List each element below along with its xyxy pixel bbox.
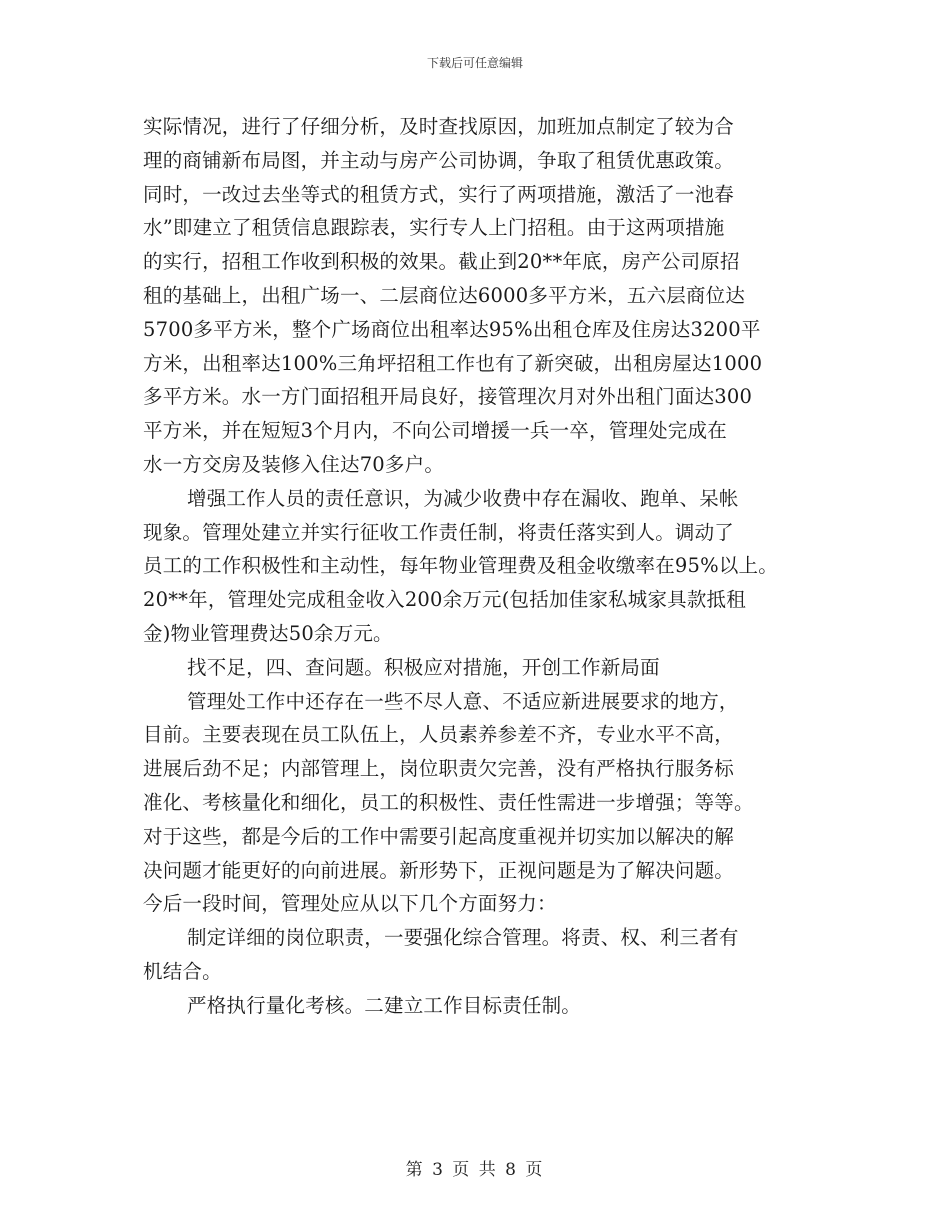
text-line: 增强工作人员的责任意识，为减少收费中存在漏收、跑单、呆帐	[187, 486, 739, 510]
text-line: 理的商铺新布局图，并主动与房产公司协调，争取了租赁优惠政策。	[143, 148, 735, 172]
document-body	[143, 110, 823, 1023]
text-line: 水一方交房及装修入住达70多户。	[143, 452, 445, 476]
text-line: 5700多平方米，整个广场商位出租率达95%出租仓库及住房达3200平	[143, 317, 761, 341]
text-line: 决问题才能更好的向前进展。新形势下，正视问题是为了解决问题。	[143, 858, 735, 882]
text-line: 租的基础上，出租广场一、二层商位达6000多平方米，五六层商位达	[143, 283, 746, 307]
text-line: 实际情况，进行了仔细分析，及时查找原因，加班加点制定了较为合	[143, 115, 735, 138]
text-line: 找不足，四、查问题。积极应对措施，开创工作新局面	[187, 655, 660, 679]
text-line: 机结合。	[143, 959, 222, 983]
text-line: 进展后劲不足；内部管理上，岗位职责欠完善，没有严格执行服务标	[143, 757, 735, 781]
text-line: 目前。主要表现在员工队伍上，人员素养参差不齐，专业水平不高，	[143, 723, 735, 747]
text-line: 员工的工作积极性和主动性，每年物业管理费及租金收缴率在95%以上。	[143, 554, 778, 578]
text-line: 对于这些，都是今后的工作中需要引起高度重视并切实加以解决的解	[143, 824, 735, 848]
text-line: 管理处工作中还存在一些不尽人意、不适应新进展要求的地方，	[187, 689, 739, 713]
text-line: 今后一段时间，管理处应从以下几个方面努力：	[143, 892, 557, 916]
text-line: 同时，一改过去坐等式的租赁方式，实行了两项措施，激活了一池春	[143, 182, 735, 206]
text-line: 平方米，并在短短3个月内，不向公司增援一兵一卒，管理处完成在	[143, 419, 727, 443]
text-line: 多平方米。水一方门面招租开局良好，接管理次月对外出租门面达300	[143, 385, 753, 409]
text-line: 现象。管理处建立并实行征收工作责任制，将责任落实到人。调动了	[143, 520, 735, 544]
text-line: 准化、考核量化和细化，员工的积极性、责任性需进一步增强；等等。	[143, 790, 754, 814]
text-line: 的实行，招租工作收到积极的效果。截止到20**年底，房产公司原招	[143, 250, 740, 274]
text-line: 金)物业管理费达50余万元。	[143, 621, 393, 645]
text-line: 制定详细的岗位职责，一要强化综合管理。将责、权、利三者有	[187, 926, 739, 950]
page-number-footer: 第 3 页 共 8 页	[405, 1160, 545, 1180]
text-line: 20**年，管理处完成租金收入200余万元(包括加佳家私城家具款抵租	[143, 588, 746, 612]
page-header-note: 下载后可任意编辑	[426, 56, 523, 70]
text-line: 严格执行量化考核。二建立工作目标责任制。	[187, 993, 582, 1017]
text-line: 方米，出租率达100%三角坪招租工作也有了新突破，出租房屋达1000	[143, 351, 763, 375]
text-line: 水”即建立了租赁信息跟踪表，实行专人上门招租。由于这两项措施	[143, 216, 725, 240]
